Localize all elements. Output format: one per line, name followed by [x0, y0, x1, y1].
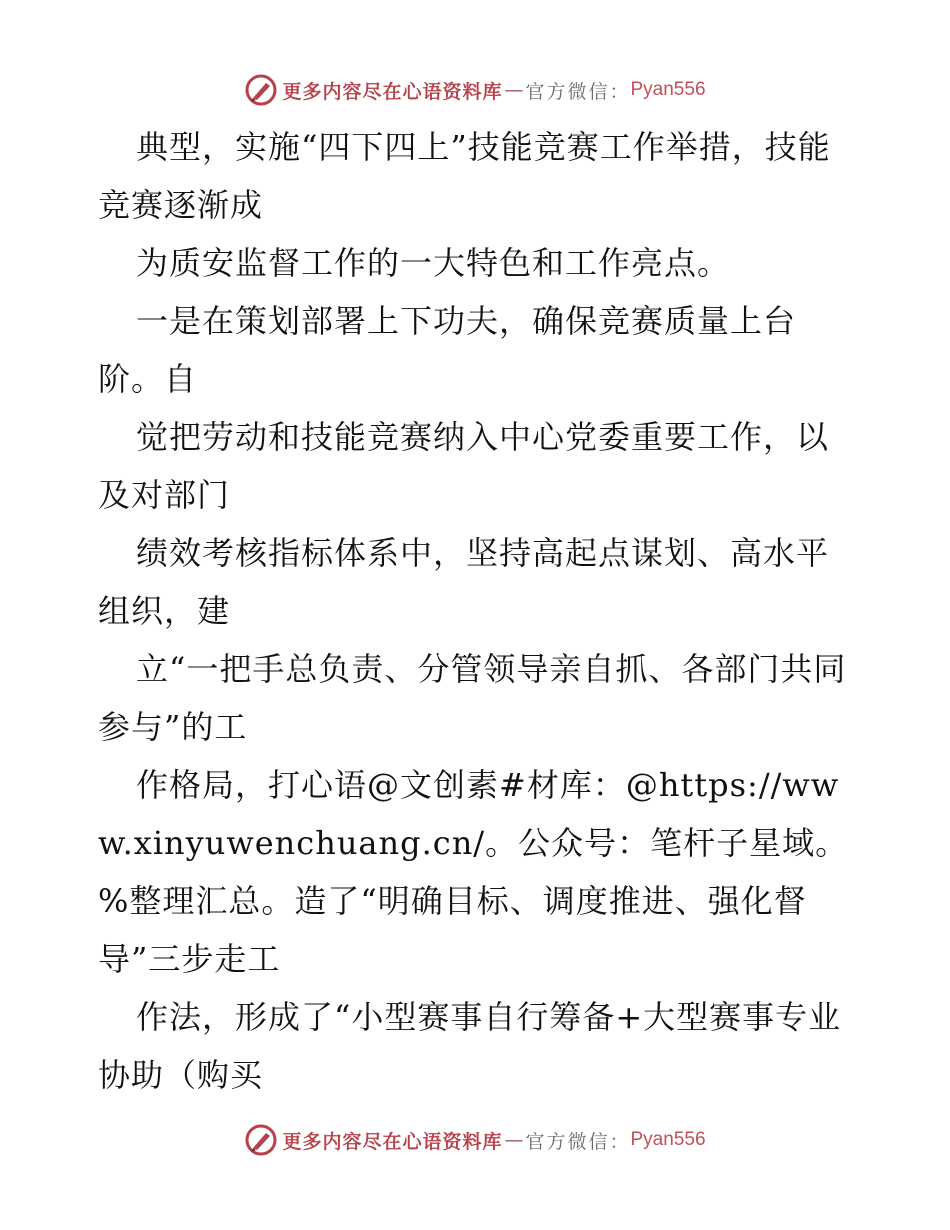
watermark-banner-top	[0, 70, 950, 110]
document-body	[98, 118, 858, 1104]
paragraph: 作法，形成了“小型赛事自行筹备+大型赛事专业协助（购买	[98, 998, 842, 1094]
watermark-brand: 更多内容尽在心语资料库	[282, 80, 503, 103]
pen-circle-icon	[244, 1123, 278, 1157]
paragraph: 立“一把手总负责、分管领导亲自抓、各部门共同参与”的工	[98, 650, 847, 746]
paragraph: 绩效考核指标体系中，坚持高起点谋划、高水平组织，建	[98, 534, 830, 630]
watermark-wechat-id: Pyan556	[630, 1129, 706, 1150]
pen-circle-icon	[244, 73, 278, 107]
watermark-wechat-label: 官方微信：	[525, 80, 631, 103]
paragraph: 为质安监督工作的一大特色和工作亮点。	[136, 244, 731, 282]
watermark-banner-bottom	[0, 1120, 950, 1160]
paragraph: 一是在策划部署上下功夫，确保竞赛质量上台阶。自	[98, 302, 797, 398]
watermark-wechat-label: 官方微信：	[525, 1130, 631, 1153]
paragraph: 作格局，打心语@文创素#材库：@https://www.xinyuwenchuang.cn/。公众号：笔杆子星域。%整理汇总。造了“明确目标、调度推进、强化督导”三步走工	[98, 766, 849, 978]
watermark-wechat-id: Pyan556	[630, 79, 706, 100]
watermark-separator: —	[504, 1129, 524, 1151]
paragraph: 典型，实施“四下四上”技能竞赛工作举措，技能竞赛逐渐成	[98, 128, 831, 224]
paragraph: 觉把劳动和技能竞赛纳入中心党委重要工作，以及对部门	[98, 418, 830, 514]
watermark-separator: —	[504, 79, 524, 101]
watermark-brand: 更多内容尽在心语资料库	[282, 1130, 503, 1153]
